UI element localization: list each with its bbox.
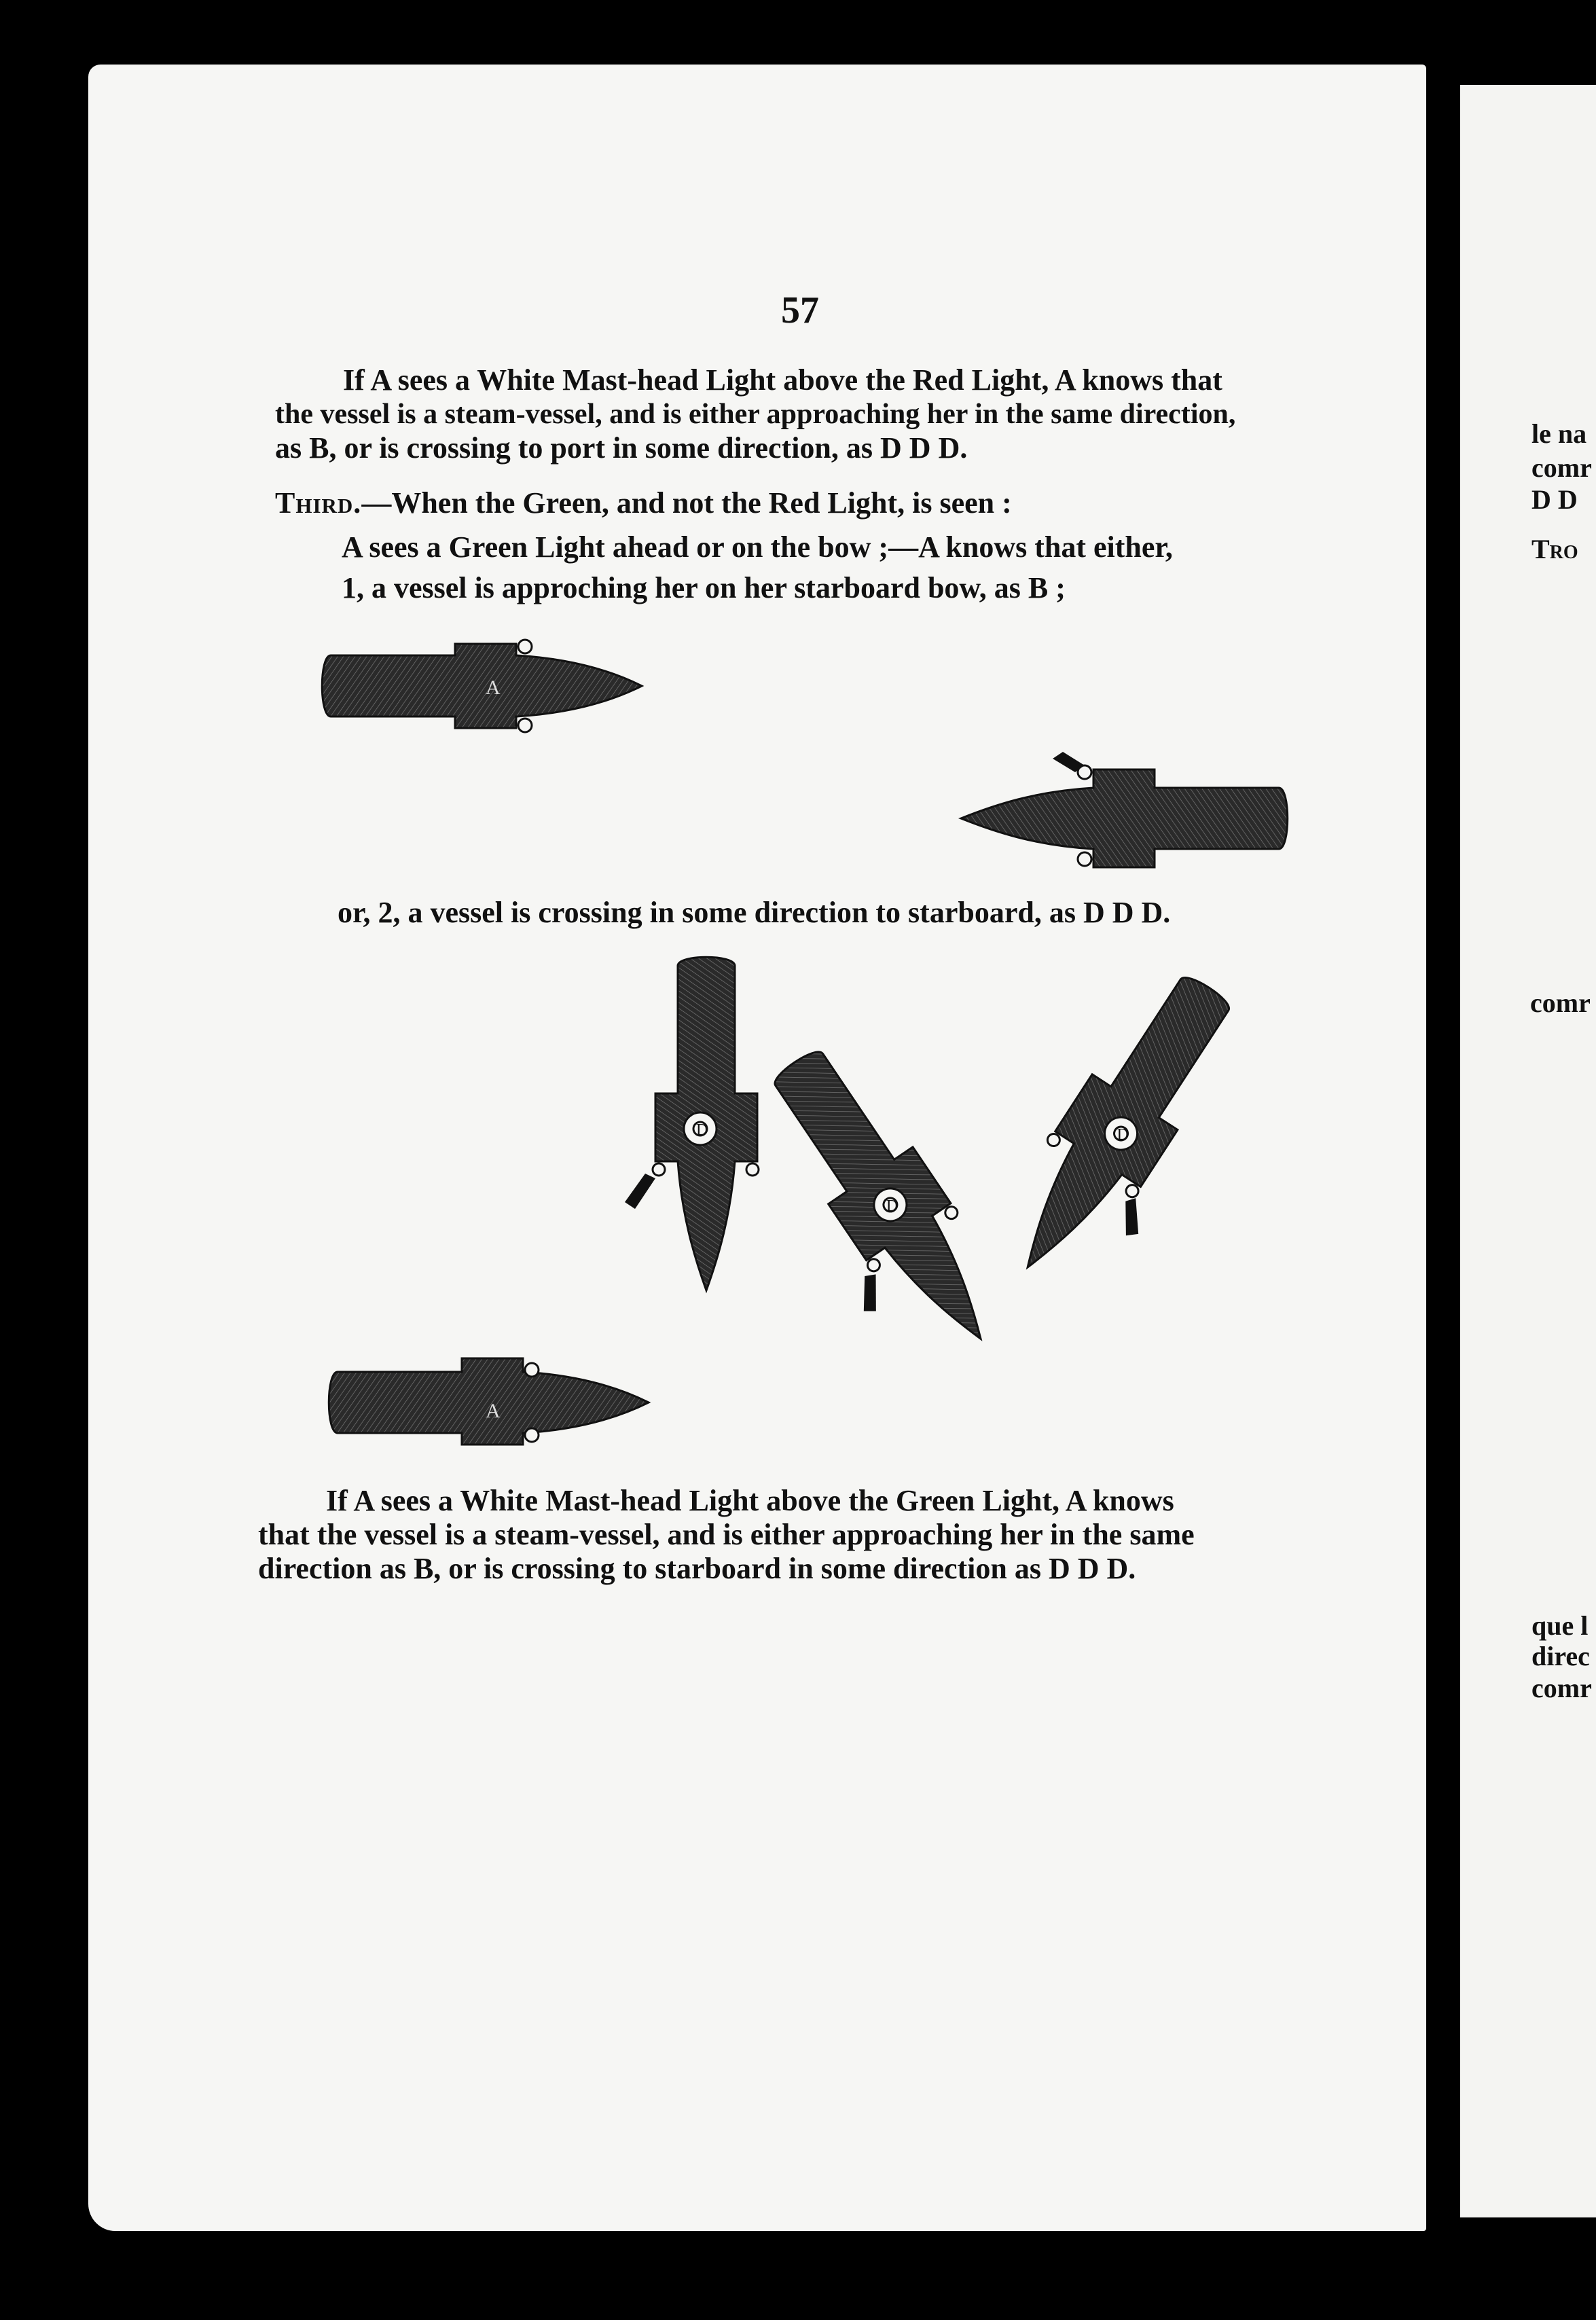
line-case-one: 1, a vessel is approching her on her starboard bow, as B ; bbox=[342, 571, 1066, 604]
paragraph-line: If A sees a White Mast-head Light above the Red Light, A knows that bbox=[343, 363, 1222, 397]
ship-label: A bbox=[486, 1400, 501, 1422]
ship-label: D bbox=[886, 1197, 899, 1215]
ship-d-2 bbox=[727, 1033, 1024, 1384]
ship-label: D bbox=[696, 1121, 708, 1139]
adjacent-fragment: D D bbox=[1531, 484, 1578, 515]
third-heading-lead: Third. bbox=[275, 486, 362, 520]
paragraph-line: as B, or is crossing to port in some direction, as D D D. bbox=[275, 431, 968, 465]
paragraph-line: that the vessel is a steam-vessel, and is either approaching her in the same bbox=[258, 1518, 1195, 1551]
ship-a-top bbox=[322, 640, 642, 732]
ship-b bbox=[961, 752, 1288, 867]
page-number: 57 bbox=[781, 289, 819, 331]
paragraph-line: the vessel is a steam-vessel, and is either approaching her in the same direction, bbox=[275, 399, 1236, 430]
ship-a-bottom bbox=[329, 1358, 649, 1445]
ship-d-3 bbox=[983, 958, 1272, 1308]
adjacent-fragment: comr bbox=[1530, 987, 1591, 1018]
third-heading-rest: —When the Green, and not the Red Light, is seen : bbox=[361, 486, 1012, 520]
adjacent-fragment: comr bbox=[1531, 452, 1592, 483]
line-a-sees-green: A sees a Green Light ahead or on the bow ;—A knows that either, bbox=[342, 530, 1173, 564]
line-case-two: or, 2, a vessel is crossing in some direction to starboard, as D D D. bbox=[338, 896, 1171, 929]
adjacent-fragment: le na bbox=[1531, 418, 1587, 449]
adjacent-fragment: que l bbox=[1531, 1610, 1589, 1641]
paragraph-line: If A sees a White Mast-head Light above the Green Light, A knows bbox=[326, 1484, 1174, 1517]
paragraph-line: direction as B, or is crossing to starboard in some direction as D D D. bbox=[258, 1552, 1136, 1585]
ship-label: A bbox=[486, 676, 501, 699]
ship-d-1 bbox=[625, 957, 759, 1290]
adjacent-fragment: comr bbox=[1531, 1673, 1592, 1703]
ship-label: D bbox=[1117, 1126, 1129, 1144]
adjacent-fragment: direc bbox=[1531, 1641, 1590, 1671]
adjacent-fragment: Tro bbox=[1531, 534, 1578, 564]
